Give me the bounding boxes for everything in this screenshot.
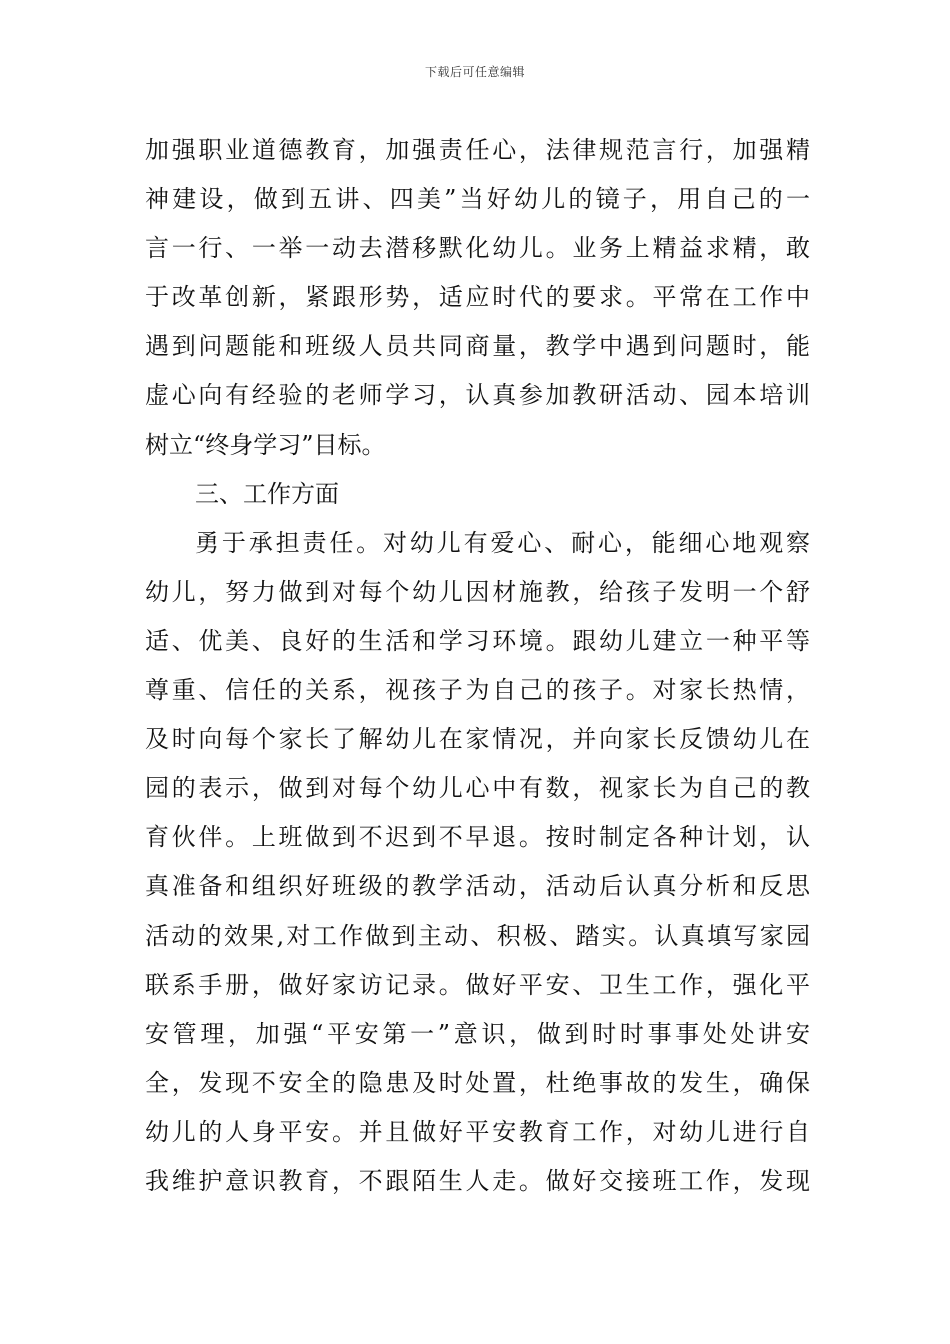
text-line: 于改革创新，紧跟形势，适应时代的要求。平常在工作中	[145, 283, 810, 312]
text-line: 遇到问题能和班级人员共同商量，教学中遇到问题时，能	[145, 332, 810, 361]
section-heading: 三、工作方面	[195, 479, 339, 508]
text-line: 幼儿的人身平安。并且做好平安教育工作，对幼儿进行自	[145, 1117, 810, 1146]
text-line: 安管理，加强“平安第一”意识，做到时时事事处处讲安	[145, 1019, 810, 1048]
text-line: 尊重、信任的关系，视孩子为自己的孩子。对家长热情，	[145, 676, 810, 705]
header-note: 下载后可任意编辑	[424, 65, 525, 79]
document-body	[145, 126, 810, 1206]
paragraph-professional-ethics	[145, 126, 810, 470]
paragraph-work-aspect	[145, 519, 810, 1206]
text-line: 言一行、一举一动去潜移默化幼儿。业务上精益求精，敢	[145, 234, 810, 263]
text-line: 及时向每个家长了解幼儿在家情况，并向家长反馈幼儿在	[145, 725, 810, 754]
text-line: 适、优美、良好的生活和学习环境。跟幼儿建立一种平等	[145, 626, 810, 655]
text-line: 树立“终身学习”目标。	[145, 430, 386, 459]
text-line: 加强职业道德教育，加强责任心，法律规范言行，加强精	[145, 136, 810, 164]
text-line: 活动的效果,对工作做到主动、积极、踏实。认真填写家园	[145, 921, 810, 950]
text-line: 全，发现不安全的隐患及时处置，杜绝事故的发生，确保	[145, 1068, 810, 1097]
text-line: 联系手册，做好家访记录。做好平安、卫生工作，强化平	[145, 970, 810, 999]
text-line: 勇于承担责任。对幼儿有爱心、耐心，能细心地观察	[195, 528, 810, 557]
text-line: 真准备和组织好班级的教学活动，活动后认真分析和反思	[145, 872, 810, 901]
text-line: 神建设，做到五讲、四美”当好幼儿的镜子，用自己的一	[145, 185, 810, 214]
text-line: 育伙伴。上班做到不迟到不早退。按时制定各种计划，认	[145, 823, 810, 852]
text-line: 虚心向有经验的老师学习，认真参加教研活动、园本培训	[145, 381, 810, 410]
text-line: 我维护意识教育，不跟陌生人走。做好交接班工作，发现	[145, 1166, 810, 1195]
text-line: 园的表示，做到对每个幼儿心中有数，视家长为自己的教	[145, 774, 810, 803]
text-line: 幼儿，努力做到对每个幼儿因材施教，给孩子发明一个舒	[145, 577, 810, 606]
